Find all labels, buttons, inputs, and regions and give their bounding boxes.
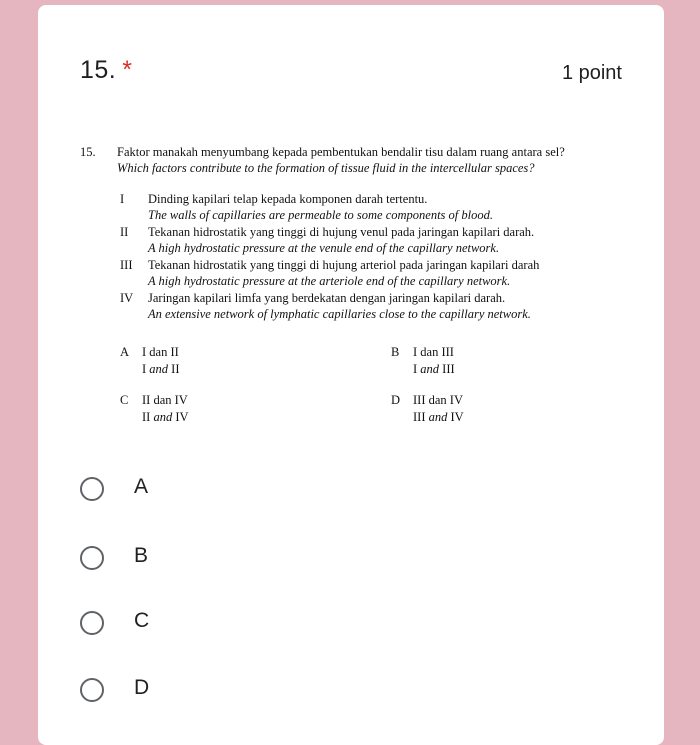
question-number: [80, 56, 133, 85]
statement-malay: Tekanan hidrostatik yang tinggi di hujung arteriol pada jaringan kapilari darah: [148, 258, 540, 272]
choice-c[interactable]: [80, 611, 280, 643]
choice-label: D: [134, 676, 150, 699]
statement-english: An extensive network of lymphatic capillaries close to the capillary network.: [148, 307, 531, 321]
option-english: III and IV: [413, 410, 464, 424]
statement-numeral: IV: [120, 291, 134, 305]
statement-numeral: I: [120, 192, 125, 206]
required-asterisk: *: [122, 56, 133, 84]
radio-button[interactable]: [80, 611, 104, 635]
choice-label: A: [134, 475, 149, 498]
points-label: 1 point: [561, 62, 622, 84]
choice-b[interactable]: [80, 546, 280, 578]
option-english: II and IV: [142, 410, 189, 424]
stem-malay: Faktor manakah menyumbang kepada pembentukan bendalir tisu dalam ruang antara sel?: [117, 145, 565, 159]
statement-english: A high hydrostatic pressure at the venule end of the capillary network.: [148, 241, 500, 255]
option-letter: B: [391, 345, 400, 359]
radio-button[interactable]: [80, 546, 104, 570]
stem-number: 15.: [80, 145, 96, 159]
choice-label: B: [134, 544, 149, 567]
choice-label: C: [134, 609, 150, 632]
statement-numeral: III: [120, 258, 133, 272]
option-malay: III dan IV: [413, 393, 463, 407]
option-malay: I dan II: [142, 345, 179, 359]
radio-button[interactable]: [80, 678, 104, 702]
option-malay: I dan III: [413, 345, 454, 359]
option-malay: II dan IV: [142, 393, 188, 407]
statement-malay: Jaringan kapilari limfa yang berdekatan dengan jaringan kapilari darah.: [148, 291, 506, 305]
statement-english: A high hydrostatic pressure at the arteriole end of the capillary network.: [148, 274, 511, 288]
option-letter: A: [120, 345, 130, 359]
question-number-text: 15.: [80, 56, 117, 84]
statement-malay: Tekanan hidrostatik yang tinggi di hujung venul pada jaringan kapilari darah.: [148, 225, 535, 239]
choice-d[interactable]: [80, 678, 280, 710]
statement-english: The walls of capillaries are permeable to some components of blood.: [148, 208, 493, 222]
option-letter: C: [120, 393, 129, 407]
option-english: I and III: [413, 362, 455, 376]
statement-numeral: II: [120, 225, 129, 239]
radio-button[interactable]: [80, 477, 104, 501]
stem-english: Which factors contribute to the formation of tissue fluid in the intercellular spaces?: [117, 161, 535, 175]
statement-malay: Dinding kapilari telap kepada komponen darah tertentu.: [148, 192, 428, 206]
option-english: I and II: [142, 362, 180, 376]
choice-a[interactable]: [80, 477, 280, 509]
option-letter: D: [391, 393, 401, 407]
